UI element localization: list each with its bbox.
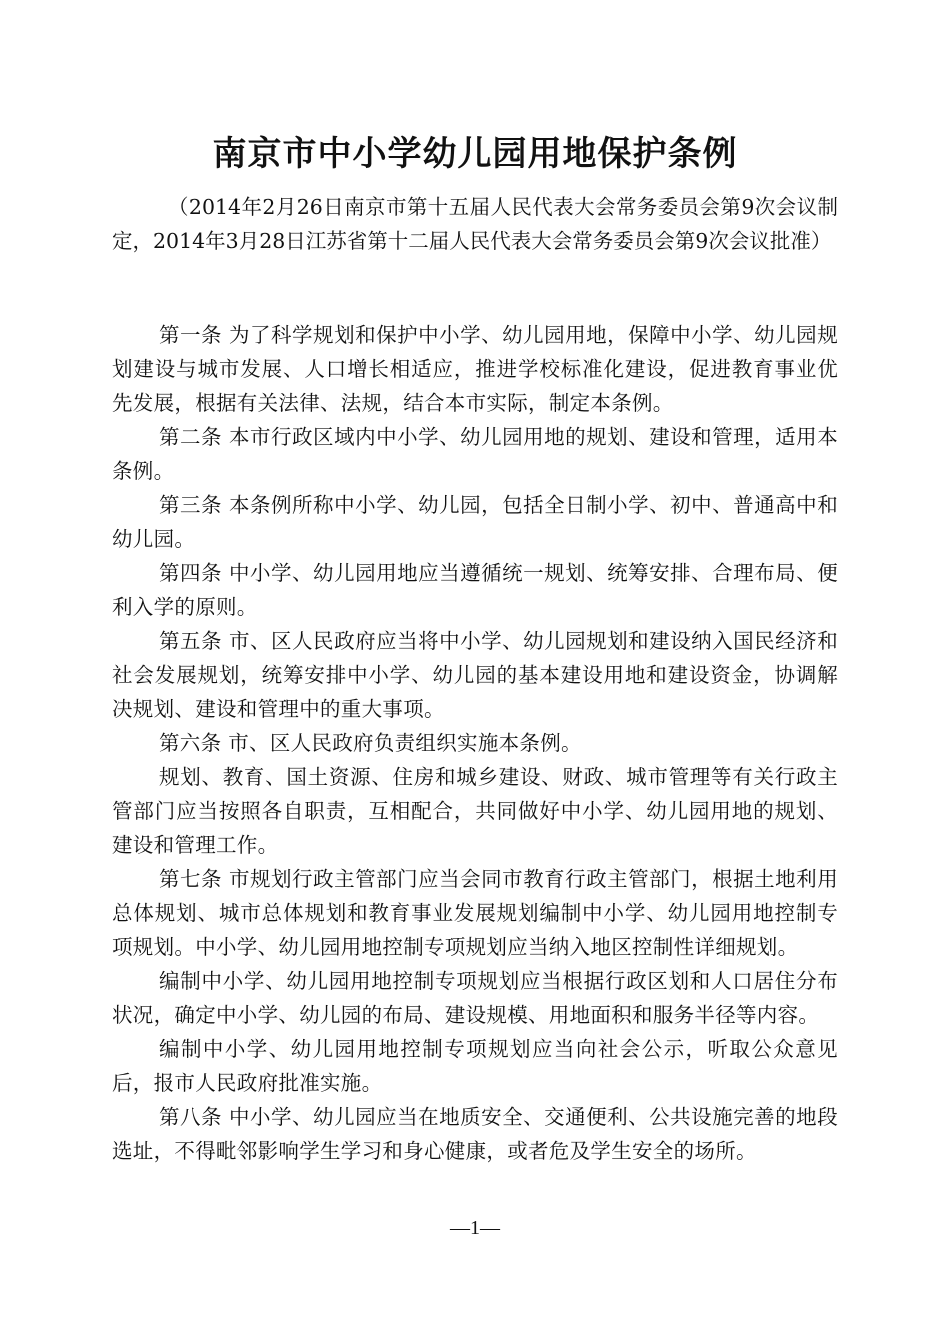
article-6-continuation-paragraph: 规划、教育、国土资源、住房和城乡建设、财政、城市管理等有关行政主管部门应当按照各自职责，互相配合，共同做好中小学、幼儿园用地的规划、建设和管理工作。 [112, 765, 838, 857]
article-2-paragraph: 第二条 本市行政区域内中小学、幼儿园用地的规划、建设和管理，适用本条例。 [112, 425, 838, 483]
article-4-paragraph: 第四条 中小学、幼儿园用地应当遵循统一规划、统筹安排、合理布局、便利入学的原则。 [112, 561, 838, 619]
article-7-paragraph: 第七条 市规划行政主管部门应当会同市教育行政主管部门，根据土地利用总体规划、城市总体规划和教育事业发展规划编制中小学、幼儿园用地控制专项规划。中小学、幼儿园用地控制专项规划应当纳入地区控制性详细规划。 [112, 867, 838, 959]
article-1-paragraph: 第一条 为了科学规划和保护中小学、幼儿园用地，保障中小学、幼儿园规划建设与城市发展、人口增长相适应，推进学校标准化建设，促进教育事业优先发展，根据有关法律、法规，结合本市实际，制定本条例。 [112, 323, 838, 415]
document-body [112, 318, 838, 1168]
article-7-continuation-paragraph-2: 编制中小学、幼儿园用地控制专项规划应当向社会公示，听取公众意见后，报市人民政府批准实施。 [112, 1037, 838, 1095]
article-3-paragraph: 第三条 本条例所称中小学、幼儿园，包括全日制小学、初中、普通高中和幼儿园。 [112, 493, 838, 551]
article-7-continuation-paragraph-1: 编制中小学、幼儿园用地控制专项规划应当根据行政区划和人口居住分布状况，确定中小学、幼儿园的布局、建设规模、用地面积和服务半径等内容。 [112, 969, 838, 1027]
page-number: —1— [450, 1217, 500, 1239]
article-8-paragraph: 第八条 中小学、幼儿园应当在地质安全、交通便利、公共设施完善的地段选址，不得毗邻影响学生学习和身心健康，或者危及学生安全的场所。 [112, 1105, 838, 1163]
article-5-paragraph: 第五条 市、区人民政府应当将中小学、幼儿园规划和建设纳入国民经济和社会发展规划，统筹安排中小学、幼儿园的基本建设用地和建设资金，协调解决规划、建设和管理中的重大事项。 [112, 629, 838, 721]
document-title: 南京市中小学幼儿园用地保护条例 [212, 134, 738, 174]
document-subtitle: （2014年2月26日南京市第十五届人民代表大会常务委员会第9次会议制定，2014年3月28日江苏省第十二届人民代表大会常务委员会第9次会议批准） [112, 195, 838, 253]
article-6-paragraph: 第六条 市、区人民政府负责组织实施本条例。 [159, 731, 582, 755]
